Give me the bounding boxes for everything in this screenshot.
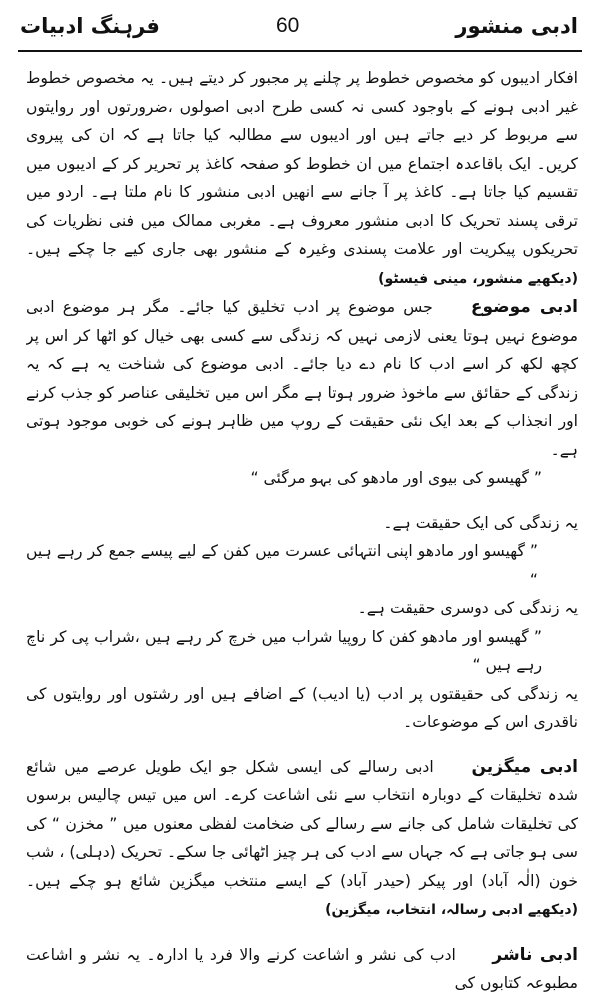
page-header	[0, 0, 600, 48]
fact-2: یہ زندگی کی دوسری حقیقت ہے۔	[357, 599, 578, 617]
magazine-see-also: (دیکھیے ادبی رسالہ، انتخاب، میگزین)	[325, 902, 578, 918]
nashir-text: ادب کی نشر و اشاعت کرنے والا فرد یا ادارہ۔ یہ نشر و اشاعت مطبوعہ کتابوں کی	[26, 945, 578, 992]
header-rule	[18, 50, 582, 52]
quote-2: ” گھیسو اور مادھو اپنی انتہائی عسرت میں کفن کے لیے پیسے جمع کر رہے ہیں “	[26, 542, 538, 589]
spacer	[26, 493, 578, 509]
mauzoo-text: جس موضوع پر ادب تخلیق کیا جائے۔ مگر ہر موضوع ادبی موضوع نہیں ہوتا یعنی لازمی نہیں کہ زندگی سے کسی بھی خیال کو اٹھا کر اس پر کچھ لکھ کر اسے ادب کا نام دے دیا جائے۔ ادبی موضوع کی شناخت یہ ہے کہ یہ زندگی کے حقائق سے ماخوذ ضرور ہوتا ہے مگر اس میں تخلیقی عناصر کو جذب کرنے اور انجذاب کے بعد ایک نئی حقیقت کے روپ میں ظاہر ہونے کی خوبی موجود ہوتی ہے۔	[26, 298, 578, 459]
spacer	[26, 737, 578, 753]
term-adabi-nashir: ادبی ناشر	[492, 944, 578, 965]
quote-1: ” گھیسو کی بیوی اور مادھو کی بہو مرگئی “	[250, 469, 542, 487]
manshoor-see-also: (دیکھیے منشور، مینی فیسٹو)	[378, 270, 578, 287]
magazine-text: ادبی رسالے کی ایسی شکل جو ایک طویل عرصے میں شائع شدہ تخلیقات کے دوبارہ انتخاب سے نئی اشاعت کرے۔ اس میں تیس چالیس برسوں کی تخلیقات شامل کی جانے سے رسالے کی ضخامت لفظی معنوں میں ” مخزن “ کی سی ہو جاتی ہے کہ جہاں سے ادب کی ہر چیز اٹھائی جا سکے۔ تحریک (دہلی) ، شب خون (الٰہ آباد) اور پیکر (حیدر آباد) کے ایسے منتخب میگزین شائع ہو چکے ہیں۔	[26, 757, 578, 890]
mauzoo-conclusion: یہ زندگی کی حقیقتوں پر ادب (یا ادیب) کے اضافے ہیں اور رشتوں اور روایتوں کی ناقدری اس کے موضوعات۔	[26, 684, 578, 731]
entry-manshoor-continued	[26, 64, 578, 293]
quote-3: ” گھیسو اور مادھو کفن کا روپیا شراب میں خرچ کر رہے ہیں ،شراب پی کر ناچ رہے ہیں “	[26, 627, 542, 674]
spacer	[26, 925, 578, 941]
running-title: ادبی منشور	[455, 14, 578, 38]
book-title: فرہنگ ادبیات	[20, 14, 160, 38]
page-body	[26, 64, 578, 1002]
entry-nashir	[26, 941, 578, 998]
entry-mauzoo	[26, 293, 578, 464]
entry-magazine	[26, 753, 578, 925]
term-adabi-magazine: ادبی میگزین	[471, 756, 578, 777]
page-number: 60	[276, 14, 300, 37]
fact-1: یہ زندگی کی ایک حقیقت ہے۔	[383, 513, 578, 532]
term-adabi-mauzoo: ادبی موضوع	[470, 297, 578, 317]
manshoor-text: افکار ادیبوں کو مخصوص خطوط پر چلنے پر مجبور کر دیتے ہیں۔ یہ مخصوص خطوط غیر ادبی ہونے کے باوجود کسی نہ کسی طرح ادبی اصولوں ،ضرورتوں اور روایتوں سے مربوط کر دیے جاتے ہیں اور ادیبوں سے مطالبہ کیا جاتا ہے کہ ان کی پیروی کریں۔ ایک باقاعدہ اجتماع میں ان خطوط کو صفحہ کاغذ پر تحریر کر کے ادیبوں میں تقسیم کیا جاتا ہے۔ کاغذ پر آ جانے سے انھیں ادبی منشور کا نام ملتا ہے۔ اردو میں ترقی پسند تحریک کا ادبی منشور معروف ہے۔ مغربی ممالک میں فنی نظریات کی تحریکوں پیکریت اور علامت پسندی وغیرہ کے منشور بھی جاری کیے جا چکے ہیں۔	[26, 69, 578, 258]
